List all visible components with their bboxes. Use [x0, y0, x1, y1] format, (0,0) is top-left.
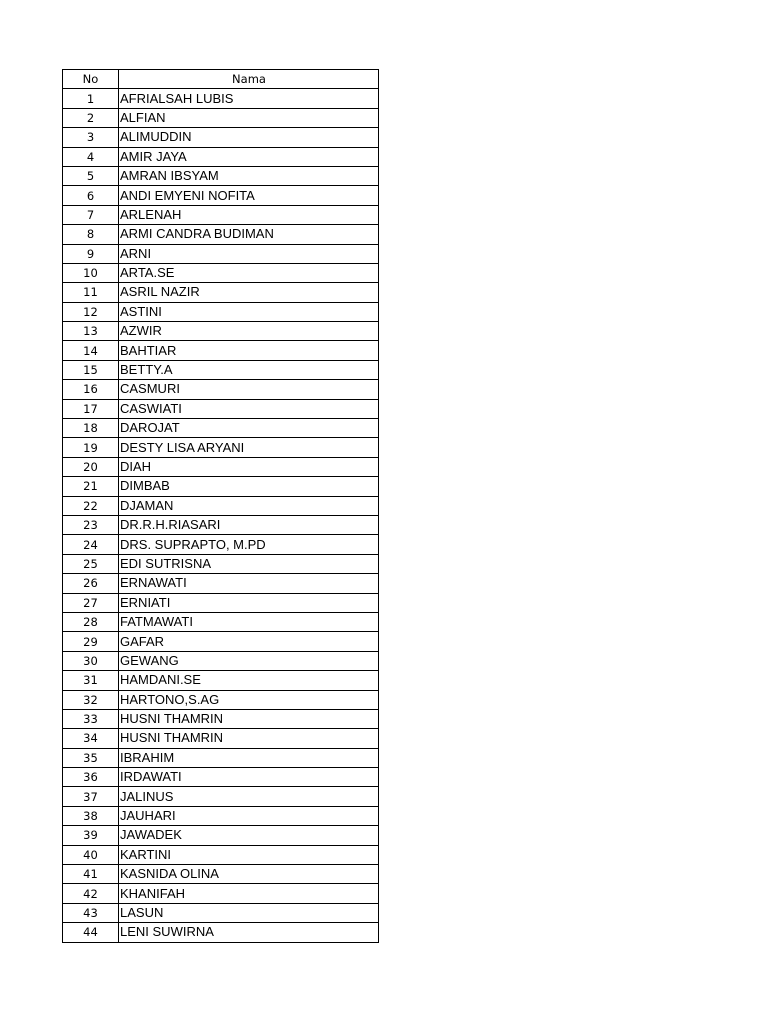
- row-number-cell: 18: [63, 419, 119, 438]
- table-row: [63, 748, 379, 767]
- table-row: [63, 535, 379, 554]
- row-number-cell: 43: [63, 903, 119, 922]
- row-number-cell: 30: [63, 651, 119, 670]
- row-name-cell: CASMURI: [119, 380, 379, 399]
- table-body: [63, 89, 379, 942]
- row-number-cell: 40: [63, 845, 119, 864]
- row-name-cell: KHANIFAH: [119, 884, 379, 903]
- row-number-cell: 20: [63, 457, 119, 476]
- row-name-cell: HARTONO,S.AG: [119, 690, 379, 709]
- table-row: [63, 419, 379, 438]
- table-row: [63, 671, 379, 690]
- row-name-cell: BAHTIAR: [119, 341, 379, 360]
- row-name-cell: DAROJAT: [119, 419, 379, 438]
- table-row: [63, 884, 379, 903]
- table-row: [63, 283, 379, 302]
- table-row: [63, 108, 379, 127]
- table-row: [63, 806, 379, 825]
- row-number-cell: 3: [63, 128, 119, 147]
- row-number-cell: 14: [63, 341, 119, 360]
- row-name-cell: LENI SUWIRNA: [119, 923, 379, 942]
- row-name-cell: HUSNI THAMRIN: [119, 729, 379, 748]
- row-number-cell: 33: [63, 709, 119, 728]
- row-name-cell: DESTY LISA ARYANI: [119, 438, 379, 457]
- row-name-cell: AMIR JAYA: [119, 147, 379, 166]
- table-row: [63, 651, 379, 670]
- table-row: [63, 709, 379, 728]
- header-no: No: [63, 70, 119, 89]
- row-name-cell: AFRIALSAH LUBIS: [119, 89, 379, 108]
- table-row: [63, 923, 379, 942]
- row-name-cell: DRS. SUPRAPTO, M.PD: [119, 535, 379, 554]
- row-name-cell: BETTY.A: [119, 360, 379, 379]
- table-row: [63, 322, 379, 341]
- row-name-cell: DR.R.H.RIASARI: [119, 515, 379, 534]
- table-row: [63, 128, 379, 147]
- table-row: [63, 457, 379, 476]
- table-row: [63, 515, 379, 534]
- row-number-cell: 1: [63, 89, 119, 108]
- row-name-cell: HAMDANI.SE: [119, 671, 379, 690]
- row-name-cell: DJAMAN: [119, 496, 379, 515]
- row-name-cell: IBRAHIM: [119, 748, 379, 767]
- table-row: [63, 612, 379, 631]
- table-header-row: [63, 70, 379, 89]
- table-row: [63, 632, 379, 651]
- row-number-cell: 37: [63, 787, 119, 806]
- row-number-cell: 42: [63, 884, 119, 903]
- table-row: [63, 690, 379, 709]
- row-name-cell: GAFAR: [119, 632, 379, 651]
- row-name-cell: LASUN: [119, 903, 379, 922]
- row-number-cell: 32: [63, 690, 119, 709]
- row-number-cell: 22: [63, 496, 119, 515]
- table-row: [63, 186, 379, 205]
- row-name-cell: KARTINI: [119, 845, 379, 864]
- table-row: [63, 302, 379, 321]
- table-row: [63, 89, 379, 108]
- row-name-cell: EDI SUTRISNA: [119, 554, 379, 573]
- row-name-cell: HUSNI THAMRIN: [119, 709, 379, 728]
- table-row: [63, 787, 379, 806]
- row-name-cell: ASTINI: [119, 302, 379, 321]
- table-row: [63, 360, 379, 379]
- row-number-cell: 17: [63, 399, 119, 418]
- row-number-cell: 23: [63, 515, 119, 534]
- row-number-cell: 29: [63, 632, 119, 651]
- row-number-cell: 15: [63, 360, 119, 379]
- row-number-cell: 35: [63, 748, 119, 767]
- table-row: [63, 244, 379, 263]
- row-name-cell: FATMAWATI: [119, 612, 379, 631]
- row-name-cell: CASWIATI: [119, 399, 379, 418]
- row-name-cell: JAWADEK: [119, 826, 379, 845]
- row-number-cell: 27: [63, 593, 119, 612]
- row-number-cell: 10: [63, 263, 119, 282]
- row-name-cell: ARMI CANDRA BUDIMAN: [119, 225, 379, 244]
- row-name-cell: GEWANG: [119, 651, 379, 670]
- row-number-cell: 24: [63, 535, 119, 554]
- row-number-cell: 41: [63, 865, 119, 884]
- table-row: [63, 399, 379, 418]
- row-name-cell: ERNAWATI: [119, 574, 379, 593]
- row-name-cell: JAUHARI: [119, 806, 379, 825]
- row-number-cell: 9: [63, 244, 119, 263]
- row-number-cell: 6: [63, 186, 119, 205]
- row-name-cell: DIAH: [119, 457, 379, 476]
- row-number-cell: 2: [63, 108, 119, 127]
- table-row: [63, 496, 379, 515]
- table-row: [63, 147, 379, 166]
- row-number-cell: 44: [63, 923, 119, 942]
- row-name-cell: ARTA.SE: [119, 263, 379, 282]
- name-list-table: [62, 69, 379, 943]
- row-name-cell: ARLENAH: [119, 205, 379, 224]
- row-name-cell: JALINUS: [119, 787, 379, 806]
- row-number-cell: 25: [63, 554, 119, 573]
- row-number-cell: 26: [63, 574, 119, 593]
- row-number-cell: 19: [63, 438, 119, 457]
- row-number-cell: 7: [63, 205, 119, 224]
- row-name-cell: AZWIR: [119, 322, 379, 341]
- table-row: [63, 438, 379, 457]
- table-row: [63, 263, 379, 282]
- table-row: [63, 225, 379, 244]
- row-number-cell: 8: [63, 225, 119, 244]
- row-number-cell: 4: [63, 147, 119, 166]
- table-row: [63, 380, 379, 399]
- row-number-cell: 34: [63, 729, 119, 748]
- row-name-cell: ERNIATI: [119, 593, 379, 612]
- row-number-cell: 31: [63, 671, 119, 690]
- table-row: [63, 341, 379, 360]
- table-row: [63, 477, 379, 496]
- table-row: [63, 826, 379, 845]
- table-row: [63, 166, 379, 185]
- row-number-cell: 11: [63, 283, 119, 302]
- row-name-cell: DIMBAB: [119, 477, 379, 496]
- table-row: [63, 205, 379, 224]
- row-name-cell: ALIMUDDIN: [119, 128, 379, 147]
- row-number-cell: 5: [63, 166, 119, 185]
- row-number-cell: 36: [63, 768, 119, 787]
- row-name-cell: ANDI EMYENI NOFITA: [119, 186, 379, 205]
- row-name-cell: ALFIAN: [119, 108, 379, 127]
- table-row: [63, 593, 379, 612]
- row-name-cell: KASNIDA OLINA: [119, 865, 379, 884]
- row-name-cell: AMRAN IBSYAM: [119, 166, 379, 185]
- table-row: [63, 768, 379, 787]
- table-row: [63, 574, 379, 593]
- table-row: [63, 865, 379, 884]
- table-row: [63, 903, 379, 922]
- table-row: [63, 729, 379, 748]
- row-number-cell: 39: [63, 826, 119, 845]
- row-number-cell: 21: [63, 477, 119, 496]
- row-number-cell: 13: [63, 322, 119, 341]
- row-number-cell: 16: [63, 380, 119, 399]
- table-row: [63, 845, 379, 864]
- row-number-cell: 38: [63, 806, 119, 825]
- table-row: [63, 554, 379, 573]
- row-name-cell: IRDAWATI: [119, 768, 379, 787]
- row-number-cell: 28: [63, 612, 119, 631]
- row-number-cell: 12: [63, 302, 119, 321]
- row-name-cell: ASRIL NAZIR: [119, 283, 379, 302]
- header-nama: Nama: [119, 70, 379, 89]
- row-name-cell: ARNI: [119, 244, 379, 263]
